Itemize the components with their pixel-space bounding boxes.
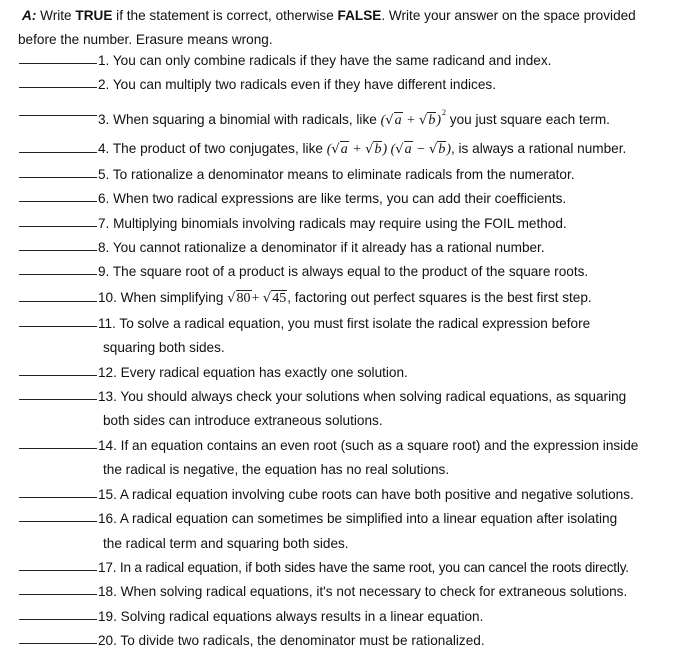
question-6	[19, 187, 669, 211]
q13-line-2: both sides can introduce extraneous solutions.	[103, 413, 383, 429]
question-text-5: 5. To rationalize a denominator means to eliminate radicals from the numerator.	[98, 166, 575, 182]
answer-blank-1[interactable]	[19, 49, 97, 64]
conjugates-expression: (√a + √b) (√a − √b)	[326, 141, 451, 157]
question-text-14	[98, 434, 669, 483]
answer-blank-9[interactable]	[19, 260, 97, 275]
plus-sign: +	[251, 290, 263, 306]
question-text-15: 15. A radical equation involving cube roots can have both positive and negative solutions.	[98, 486, 634, 502]
answer-blank-19[interactable]	[19, 605, 97, 620]
radicand-45: 45	[272, 290, 287, 306]
answer-blank-4[interactable]	[19, 136, 97, 153]
question-14	[19, 434, 669, 483]
question-text-7: 7. Multiplying binomials involving radicals may require using the FOIL method.	[98, 215, 567, 231]
q11-line-1: 11. To solve a radical equation, you must first isolate the radical expression before	[98, 315, 591, 331]
binomial-expression: $(√a + √b)^2$	[380, 107, 446, 128]
question-text-11	[98, 312, 669, 361]
answer-blank-18[interactable]	[19, 580, 97, 595]
question-1	[19, 49, 669, 73]
answer-blank-6[interactable]	[19, 187, 97, 202]
radicand-80: 80	[236, 290, 251, 306]
answer-blank-14[interactable]	[19, 434, 97, 449]
answer-blank-17[interactable]	[19, 556, 97, 571]
q14-line-2: the radical is negative, the equation has no real solutions.	[103, 462, 450, 478]
q3-text-a: 3. When squaring a binomial with radicals, like	[98, 111, 381, 127]
question-text-3	[98, 98, 669, 136]
question-11	[19, 312, 669, 361]
q16-line-1: 16. A radical equation can sometimes be simplified into a linear equation after isolating	[98, 511, 618, 527]
question-text-10	[98, 285, 669, 312]
exponent: 2	[441, 107, 446, 117]
instructions-line-1	[18, 4, 668, 28]
question-text-19: 19. Solving radical equations always results in a linear equation.	[98, 608, 484, 624]
q11-line-2: squaring both sides.	[103, 340, 225, 356]
section-label: A:	[22, 8, 37, 23]
answer-blank-16[interactable]	[19, 507, 97, 522]
question-7	[19, 212, 669, 236]
answer-blank-11[interactable]	[19, 312, 97, 327]
question-text-2: 2. You can multiply two radicals even if they have different indices.	[98, 77, 496, 93]
question-2	[19, 73, 669, 97]
instr-text-2: if the statement is correct, otherwise	[112, 8, 338, 23]
question-list	[19, 49, 669, 654]
question-4	[19, 136, 669, 163]
answer-blank-20[interactable]	[19, 629, 97, 644]
true-keyword: TRUE	[75, 8, 113, 23]
q13-line-1: 13. You should always check your solutions when solving radical equations, as squaring	[98, 389, 627, 405]
false-keyword: FALSE	[337, 8, 382, 23]
question-10	[19, 285, 669, 312]
answer-blank-12[interactable]	[19, 361, 97, 376]
question-15	[19, 483, 669, 507]
answer-blank-5[interactable]	[19, 163, 97, 178]
question-19	[19, 605, 669, 629]
question-12	[19, 361, 669, 385]
q3-text-b: you just square each term.	[449, 111, 610, 127]
radical-sum-expression: √80+ √45	[227, 290, 287, 306]
instr-text-3: . Write your answer on the space provided	[381, 8, 636, 23]
q16-line-2: the radical term and squaring both sides.	[103, 535, 349, 551]
question-13	[19, 385, 669, 434]
question-text-6: 6. When two radical expressions are like terms, you can add their coefficients.	[98, 191, 567, 207]
question-text-4	[98, 136, 669, 163]
question-text-13	[98, 385, 669, 434]
instructions-line-2: before the number. Erasure means wrong.	[18, 32, 273, 47]
answer-blank-13[interactable]	[19, 385, 97, 400]
answer-blank-15[interactable]	[19, 483, 97, 498]
question-3	[19, 98, 669, 136]
question-text-17: 17. In a radical equation, if both sides have the same root, you can cancel the roots directly.	[98, 559, 629, 575]
q4-text-a: 4. The product of two conjugates, like	[98, 140, 327, 156]
q14-line-1: 14. If an equation contains an even root (such as a square root) and the expression inside	[98, 437, 639, 453]
q10-text-a: 10. When simplifying	[98, 289, 228, 305]
question-text-12: 12. Every radical equation has exactly one solution.	[98, 364, 408, 380]
answer-blank-10[interactable]	[19, 285, 97, 302]
instr-text-1: Write	[36, 8, 76, 23]
question-5	[19, 163, 669, 187]
q4-text-b: , is always a rational number.	[450, 140, 627, 156]
answer-blank-8[interactable]	[19, 236, 97, 251]
question-8	[19, 236, 669, 260]
q10-text-b: , factoring out perfect squares is the best first step.	[287, 289, 592, 305]
question-text-1: 1. You can only combine radicals if they have the same radicand and index.	[98, 53, 552, 68]
question-text-16	[98, 507, 669, 556]
question-9	[19, 260, 669, 284]
question-18	[19, 580, 669, 604]
question-16	[19, 507, 669, 556]
question-text-20: 20. To divide two radicals, the denominator must be rationalized.	[98, 633, 485, 649]
question-17	[19, 556, 669, 580]
answer-blank-3[interactable]	[19, 98, 97, 116]
question-text-8: 8. You cannot rationalize a denominator if it already has a rational number.	[98, 240, 545, 256]
instructions	[18, 4, 668, 52]
question-text-9: 9. The square root of a product is always equal to the product of the square roots.	[98, 264, 589, 280]
question-20	[19, 629, 669, 653]
question-text-18: 18. When solving radical equations, it's not necessary to check for extraneous solutions.	[98, 584, 628, 600]
answer-blank-7[interactable]	[19, 212, 97, 227]
answer-blank-2[interactable]	[19, 73, 97, 88]
